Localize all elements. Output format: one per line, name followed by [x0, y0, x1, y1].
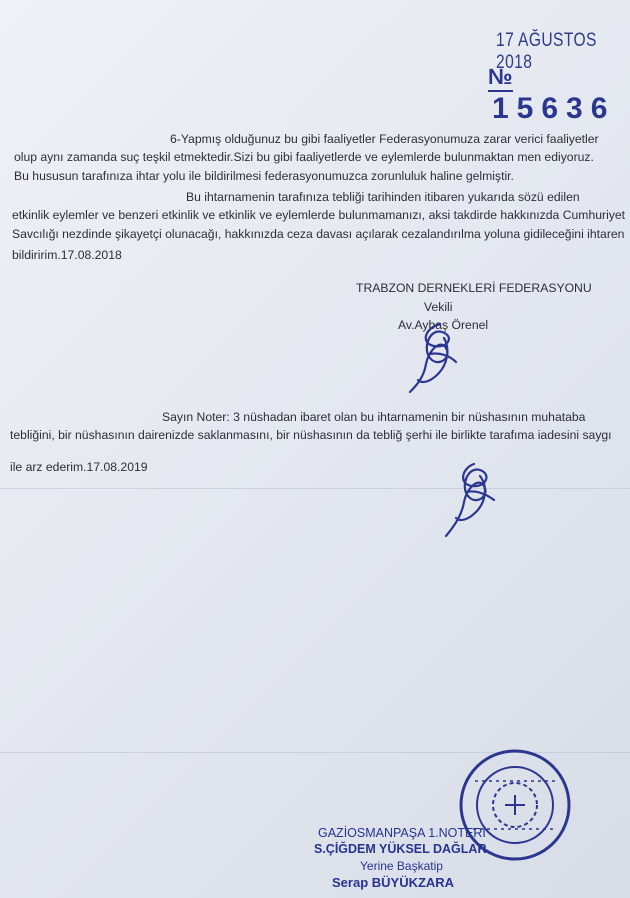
- body-line: Bu ihtarnamenin tarafınıza tebliği tarihinden itibaren yukarıda sözü edilen: [186, 190, 580, 204]
- document-number: 15636: [492, 92, 616, 125]
- signature-icon: [400, 318, 475, 398]
- notary-request-line: ile arz ederim.17.08.2019: [10, 460, 148, 474]
- body-line: olup aynı zamanda suç teşkil etmektedir.Sizi bu gibi faaliyetlerde ve eylemlerde bulunmaktan men ediyoruz.: [14, 150, 594, 164]
- date-stamp: 17 AĞUSTOS 2018: [496, 30, 597, 73]
- number-prefix: №: [488, 64, 513, 92]
- body-line: bildiririm.17.08.2018: [12, 248, 122, 262]
- body-line: Savcılığı nezdinde şikayetçi olunacağı, hakkınızda ceza davası açılarak cezalandırılma yoluna gidileceğini ihtaren: [12, 227, 625, 241]
- notary-name: S.ÇİĞDEM YÜKSEL DAĞLAR: [314, 842, 487, 856]
- paper-fold: [0, 488, 630, 489]
- notary-office: GAZİOSMANPAŞA 1.NOTERİ: [318, 826, 486, 840]
- notary-request-line: Sayın Noter: 3 nüshadan ibaret olan bu ihtarnamenin bir nüshasının muhataba: [162, 410, 586, 424]
- notary-request-line: tebliğini, bir nüshasının dairenizde saklanmasını, bir nüshasının da tebliğ şerhi ile birlikte tarafıma iadesini saygı: [10, 428, 612, 442]
- signature-icon: [440, 458, 510, 540]
- body-line: Bu hususun tarafınıza ihtar yolu ile bildirilmesi federasyonumuzca zorunluluk haline gelmiştir.: [14, 169, 514, 183]
- signatory-name: Av.Aybaş Örenel: [398, 318, 489, 332]
- notary-title: Yerine Başkatip: [360, 859, 443, 873]
- body-line: etkinlik eylemler ve benzeri etkinlik ve etkinlik ve eylemlerde bulunmamanızı, aksi takdirde hakkınızda Cumhuriyet: [12, 208, 626, 222]
- notary-clerk: Serap BÜYÜKZARA: [332, 875, 455, 890]
- number-stamp: [488, 60, 630, 126]
- signatory-org: TRABZON DERNEKLERİ FEDERASYONU: [356, 281, 592, 295]
- signatory-role: Vekili: [424, 300, 453, 314]
- body-line: 6-Yapmış olduğunuz bu gibi faaliyetler Federasyonumuza zarar verici faaliyetler: [170, 132, 599, 146]
